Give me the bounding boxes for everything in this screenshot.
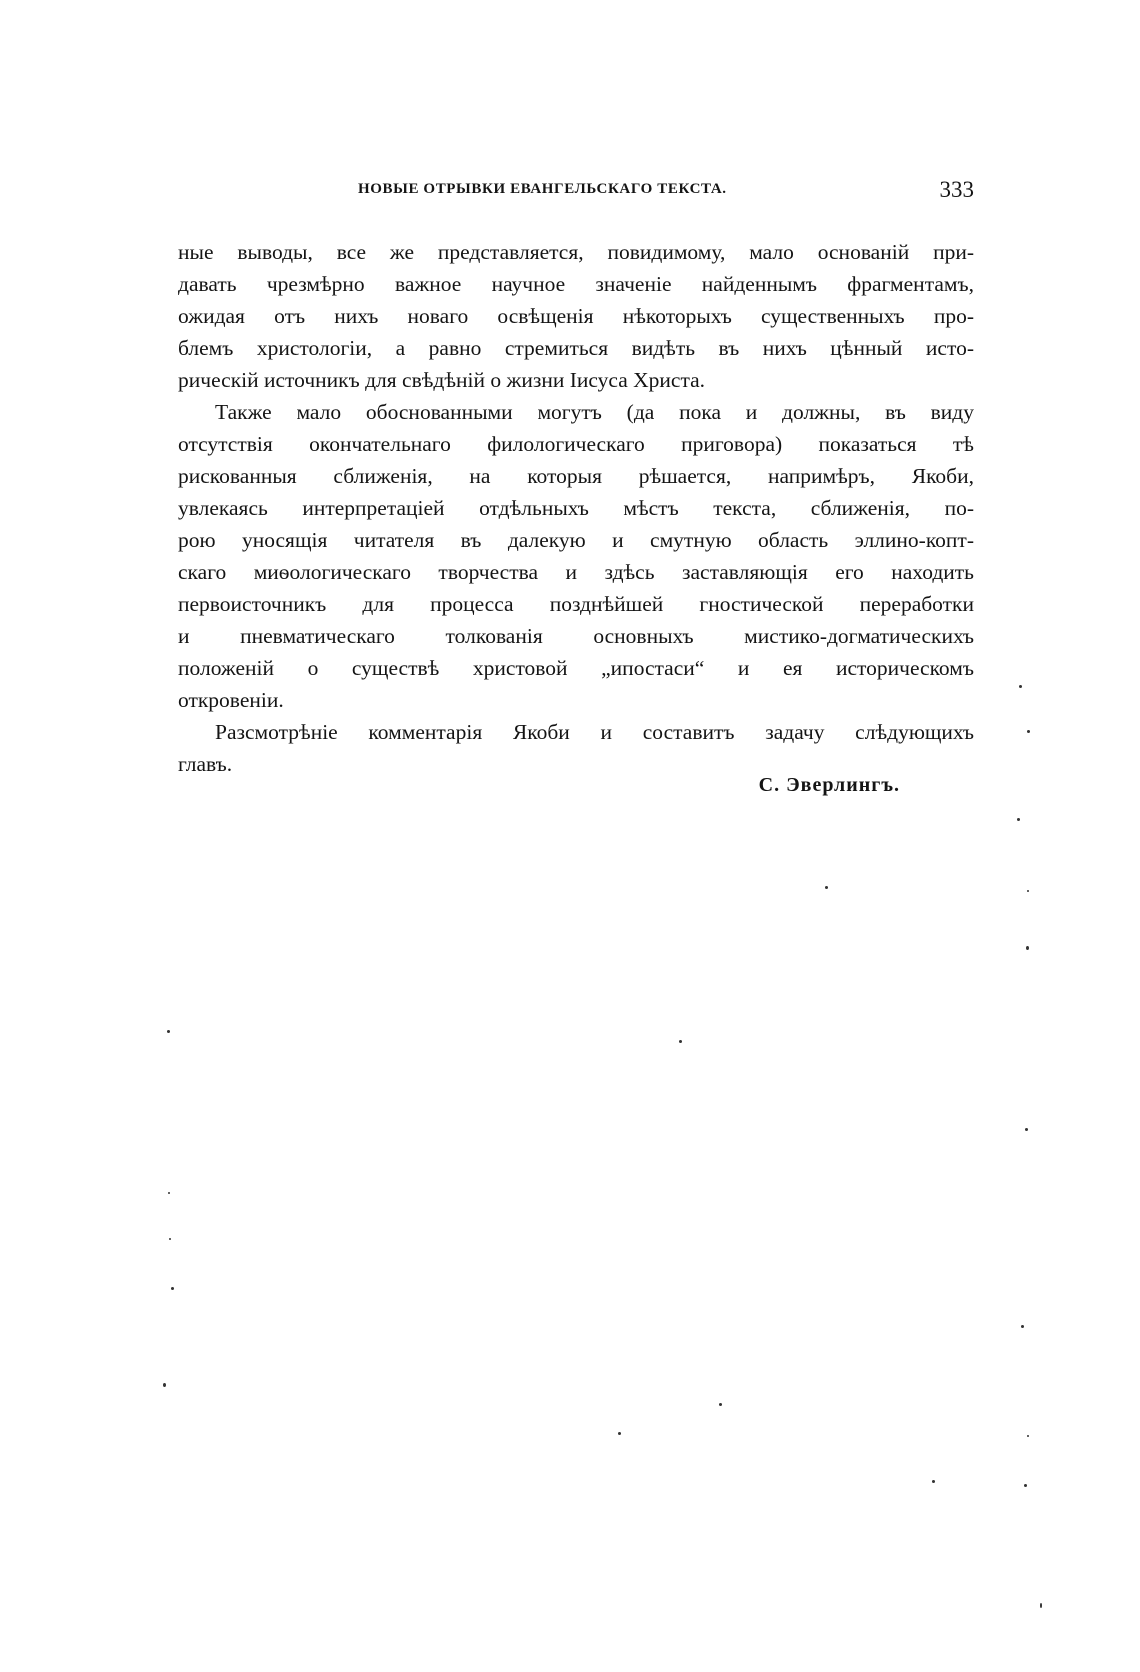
speck bbox=[163, 1383, 166, 1387]
speck bbox=[1024, 1484, 1027, 1487]
text-line: и пневматическаго толкованія основныхъ мистико-догматическихъ bbox=[178, 624, 974, 648]
text-line: рою уносящія читателя въ далекую и смутную область эллино-копт- bbox=[178, 528, 974, 552]
speck bbox=[1026, 946, 1029, 950]
page-header bbox=[178, 177, 974, 207]
author-signature: С. Эверлингъ. bbox=[758, 774, 900, 796]
paragraph-1 bbox=[178, 236, 974, 396]
paragraph-2 bbox=[178, 396, 974, 716]
text-line: ожидая отъ нихъ новаго освѣщенія нѣкоторыхъ существенныхъ про- bbox=[178, 304, 974, 328]
text-line: первоисточникъ для процесса позднѣйшей гностической переработки bbox=[178, 592, 974, 616]
speck bbox=[167, 1030, 170, 1033]
speck bbox=[1027, 1435, 1029, 1437]
speck bbox=[1027, 890, 1029, 892]
page-number: 333 bbox=[939, 177, 974, 202]
text-line: откровеніи. bbox=[178, 688, 284, 712]
text-line: ные выводы, все же представляется, повидимому, мало основаній при- bbox=[178, 240, 974, 264]
speck bbox=[719, 1403, 722, 1406]
paragraph-3 bbox=[178, 716, 974, 780]
speck bbox=[679, 1040, 682, 1043]
text-line: блемъ христологіи, а равно стремиться видѣть въ нихъ цѣнный исто- bbox=[178, 336, 974, 360]
speck bbox=[932, 1480, 935, 1483]
speck bbox=[171, 1287, 174, 1290]
text-line: увлекаясь интерпретаціей отдѣльныхъ мѣстъ текста, сближенія, по- bbox=[178, 496, 974, 520]
text-line: Разсмотрѣніе комментарія Якоби и составитъ задачу слѣдующихъ bbox=[215, 720, 974, 744]
speck bbox=[618, 1432, 621, 1435]
speck bbox=[1021, 1325, 1024, 1328]
speck bbox=[1027, 730, 1030, 733]
text-line: давать чрезмѣрно важное научное значеніе найденнымъ фрагментамъ, bbox=[178, 272, 974, 296]
running-title: НОВЫЕ ОТРЫВКИ ЕВАНГЕЛЬСКАГО ТЕКСТА. bbox=[358, 181, 727, 197]
speck bbox=[169, 1238, 171, 1240]
text-line: рическій источникъ для свѣдѣній о жизни Іисуса Христа. bbox=[178, 368, 706, 392]
speck bbox=[168, 1192, 170, 1194]
speck bbox=[1019, 685, 1022, 688]
body-text bbox=[178, 236, 974, 780]
text-line: главъ. bbox=[178, 752, 233, 776]
text-line: отсутствія окончательнаго филологическаго приговора) показаться тѣ bbox=[178, 432, 974, 456]
speck bbox=[1017, 818, 1020, 821]
text-line: Также мало обоснованными могутъ (да пока и должны, въ виду bbox=[215, 400, 974, 424]
text-line: рискованныя сближенія, на которыя рѣшается, напримѣръ, Якоби, bbox=[178, 464, 974, 488]
text-line: скаго миѳологическаго творчества и здѣсь заставляющія его находить bbox=[178, 560, 974, 584]
speck bbox=[1040, 1603, 1042, 1608]
speck bbox=[825, 886, 828, 889]
speck bbox=[1025, 1128, 1028, 1131]
text-line: положеній о существѣ христовой „ипостаси“ и ея историческомъ bbox=[178, 656, 974, 680]
